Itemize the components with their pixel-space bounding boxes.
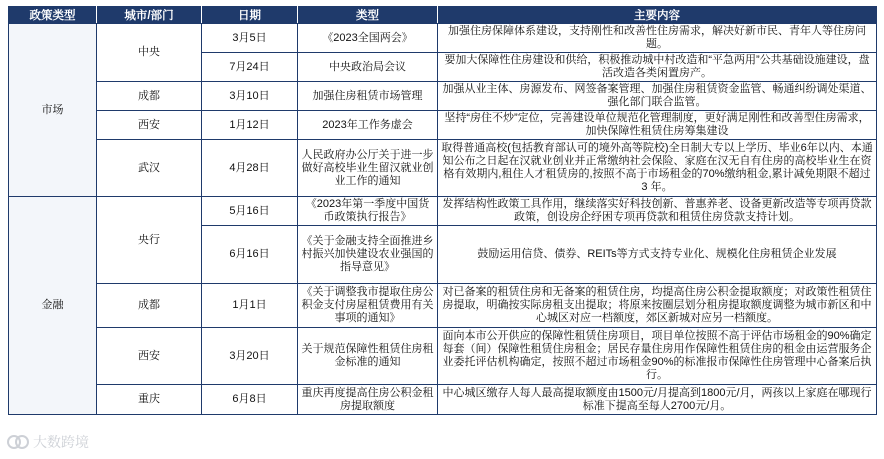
policy-table bbox=[8, 6, 877, 415]
city-cell: 西安 bbox=[97, 111, 202, 140]
date-cell: 7月24日 bbox=[202, 53, 298, 82]
header-type: 类型 bbox=[298, 7, 438, 24]
type-cell: 《2023年第一季度中国货币政策执行报告》 bbox=[298, 197, 438, 226]
table-row bbox=[9, 284, 877, 328]
date-cell: 5月16日 bbox=[202, 197, 298, 226]
header-date: 日期 bbox=[202, 7, 298, 24]
city-cell: 成都 bbox=[97, 82, 202, 111]
type-cell: 重庆再度提高住房公积金租房提取额度 bbox=[298, 385, 438, 415]
content-cell: 中心城区缴存人每人最高提取额度由1500元/月提高到1800元/月，两孩以上家庭在哪现行标准下提高至每人2700元/月。 bbox=[438, 385, 877, 415]
date-cell: 1月12日 bbox=[202, 111, 298, 140]
date-cell: 6月8日 bbox=[202, 385, 298, 415]
watermark-text: 大数跨境 bbox=[33, 435, 89, 451]
city-cell: 中央 bbox=[97, 24, 202, 82]
header-policy-type: 政策类型 bbox=[9, 7, 97, 24]
content-cell: 加强从业主体、房源发布、网签备案管理、加强住房租赁资金监管、畅通纠纷调处渠道、强化部门联合监管。 bbox=[438, 82, 877, 111]
watermark-logo bbox=[6, 432, 89, 452]
category-market: 市场 bbox=[9, 24, 97, 197]
type-cell: 2023年工作务虚会 bbox=[298, 111, 438, 140]
type-cell: 加强住房租赁市场管理 bbox=[298, 82, 438, 111]
header-main-content: 主要内容 bbox=[438, 7, 877, 24]
city-cell: 武汉 bbox=[97, 140, 202, 197]
city-cell: 西安 bbox=[97, 328, 202, 385]
content-cell: 对已备案的租赁住房和无备案的租赁住房，均提高住房公积金提取额度；对政策性租赁住房提取，明确按实际房租支出提取；将原来按圈层划分租房提取额度调整为城市新区和中心城区对应一档额度，郊区新城对应另一档额度。 bbox=[438, 284, 877, 328]
header-city-dept: 城市/部门 bbox=[97, 7, 202, 24]
content-cell: 坚持“房住不炒”定位，完善建设单位规范化管理制度，更好满足刚性和改善型住房需求，加快保障性租赁住房筹集建设 bbox=[438, 111, 877, 140]
date-cell: 4月28日 bbox=[202, 140, 298, 197]
content-cell: 加强住房保障体系建设，支持刚性和改善性住房需求，解决好新市民、青年人等住房问题。 bbox=[438, 24, 877, 53]
type-cell: 《2023全国两会》 bbox=[298, 24, 438, 53]
date-cell: 3月10日 bbox=[202, 82, 298, 111]
content-cell: 取得普通高校(包括教育部认可的境外高等院校)全日制大专以上学历、毕业6年以内、本通知公布之日起在汉就业创业并正常缴纳社会保险、家庭在汉无自有住房的高校毕业生在资格有效期内,租住人才租赁房的,按照不高于市场租金的70%缴纳租金,累计减免期限不超过 3 年。 bbox=[438, 140, 877, 197]
date-cell: 3月5日 bbox=[202, 24, 298, 53]
type-cell: 《关于金融支持全面推进乡村振兴加快建设农业强国的指导意见》 bbox=[298, 226, 438, 284]
table-row bbox=[9, 111, 877, 140]
content-cell: 发挥结构性政策工具作用，继续落实好科技创新、普惠养老、设备更新改造等专项再贷款政策，创设房企纾困专项再贷款和租赁住房贷款支持计划。 bbox=[438, 197, 877, 226]
content-cell: 要加大保障性住房建设和供给，积极推动城中村改造和“平急两用”公共基础设施建设，盘活改造各类闲置房产。 bbox=[438, 53, 877, 82]
date-cell: 1月1日 bbox=[202, 284, 298, 328]
table-row bbox=[9, 140, 877, 197]
table-row bbox=[9, 197, 877, 226]
date-cell: 6月16日 bbox=[202, 226, 298, 284]
table-row bbox=[9, 82, 877, 111]
content-cell: 面向本市公开供应的保障性租赁住房项目，项目单位按照不高于评估市场租金的90%确定每套（间）保障性租赁住房租金；居民存量住房用作保障性租赁住房的租金由运营服务企业委托评估机构确定，按照不超过市场租金90%的标准报市保障性住房管理中心备案后执行。 bbox=[438, 328, 877, 385]
header-row bbox=[9, 7, 877, 24]
content-cell: 鼓励运用信贷、债券、REITs等方式支持专业化、规模化住房租赁企业发展 bbox=[438, 226, 877, 284]
city-cell: 央行 bbox=[97, 197, 202, 284]
type-cell: 《关于调整我市提取住房公积金支付房屋租赁费用有关事项的通知》 bbox=[298, 284, 438, 328]
table-row bbox=[9, 24, 877, 53]
type-cell: 关于规范保障性租赁住房租金标准的通知 bbox=[298, 328, 438, 385]
policy-table-container bbox=[8, 6, 876, 415]
city-cell: 成都 bbox=[97, 284, 202, 328]
date-cell: 3月20日 bbox=[202, 328, 298, 385]
table-row bbox=[9, 385, 877, 415]
city-cell: 重庆 bbox=[97, 385, 202, 415]
type-cell: 中央政治局会议 bbox=[298, 53, 438, 82]
type-cell: 人民政府办公厅关于进一步做好高校毕业生留汉就业创业工作的通知 bbox=[298, 140, 438, 197]
table-row bbox=[9, 328, 877, 385]
brand-logo-icon bbox=[6, 433, 30, 451]
category-finance: 金融 bbox=[9, 197, 97, 415]
